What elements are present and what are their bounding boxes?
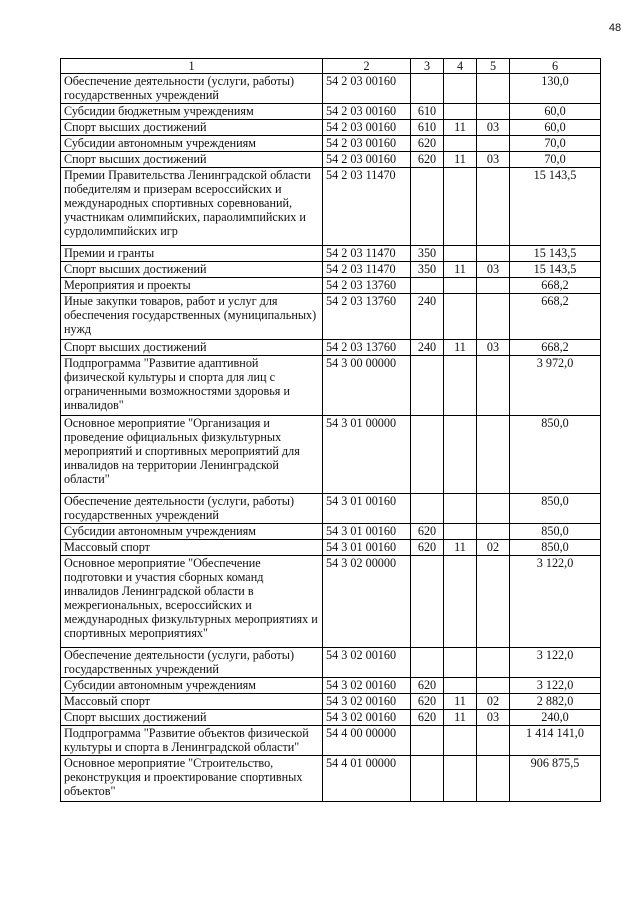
row-amount: 906 875,5 <box>510 756 601 802</box>
row-col-5 <box>477 74 510 104</box>
budget-table <box>60 58 601 802</box>
row-code: 54 2 03 00160 <box>323 74 411 104</box>
row-code: 54 3 01 00000 <box>323 416 411 494</box>
table-row <box>61 694 601 710</box>
table-row <box>61 726 601 756</box>
table-row <box>61 540 601 556</box>
row-name: Субсидии автономным учреждениям <box>61 678 323 694</box>
row-col-3 <box>411 756 444 802</box>
row-col-4: 11 <box>444 694 477 710</box>
row-col-5 <box>477 524 510 540</box>
row-col-5: 02 <box>477 694 510 710</box>
header-col-4: 4 <box>444 59 477 74</box>
header-col-6: 6 <box>510 59 601 74</box>
row-amount: 850,0 <box>510 494 601 524</box>
row-col-5 <box>477 756 510 802</box>
header-col-5: 5 <box>477 59 510 74</box>
row-code: 54 2 03 00160 <box>323 120 411 136</box>
row-col-3: 240 <box>411 340 444 356</box>
row-name: Субсидии автономным учреждениям <box>61 524 323 540</box>
row-col-4: 11 <box>444 262 477 278</box>
row-col-4 <box>444 678 477 694</box>
row-code: 54 2 03 13760 <box>323 278 411 294</box>
row-col-5: 03 <box>477 120 510 136</box>
row-col-3 <box>411 168 444 246</box>
row-code: 54 3 02 00160 <box>323 710 411 726</box>
row-name: Мероприятия и проекты <box>61 278 323 294</box>
table-row <box>61 556 601 648</box>
row-code: 54 2 03 13760 <box>323 340 411 356</box>
row-col-3: 620 <box>411 710 444 726</box>
row-name: Подпрограмма "Развитие адаптивной физической культуры и спорта для лиц с ограниченными возможностями здоровья и инвалидов" <box>61 356 323 416</box>
row-code: 54 2 03 11470 <box>323 262 411 278</box>
row-name: Премии и гранты <box>61 246 323 262</box>
row-name: Основное мероприятие "Организация и проведение официальных физкультурных мероприятий и спортивных мероприятий для инвалидов на территории Ленинградской области" <box>61 416 323 494</box>
row-amount: 668,2 <box>510 294 601 340</box>
row-name: Обеспечение деятельности (услуги, работы) государственных учреждений <box>61 74 323 104</box>
table-row <box>61 678 601 694</box>
table-row <box>61 648 601 678</box>
row-name: Спорт высших достижений <box>61 340 323 356</box>
row-col-5 <box>477 556 510 648</box>
row-col-4 <box>444 726 477 756</box>
row-col-5 <box>477 416 510 494</box>
row-name: Подпрограмма "Развитие объектов физической культуры и спорта в Ленинградской области" <box>61 726 323 756</box>
row-col-3 <box>411 726 444 756</box>
row-amount: 60,0 <box>510 104 601 120</box>
row-name: Субсидии автономным учреждениям <box>61 136 323 152</box>
row-code: 54 2 03 13760 <box>323 294 411 340</box>
row-amount: 130,0 <box>510 74 601 104</box>
table-row <box>61 494 601 524</box>
row-col-3 <box>411 556 444 648</box>
row-col-3: 620 <box>411 540 444 556</box>
row-code: 54 3 02 00160 <box>323 678 411 694</box>
header-col-2: 2 <box>323 59 411 74</box>
row-col-4: 11 <box>444 152 477 168</box>
row-col-5 <box>477 356 510 416</box>
row-col-5: 03 <box>477 152 510 168</box>
row-col-3: 350 <box>411 262 444 278</box>
row-col-3 <box>411 648 444 678</box>
row-col-3 <box>411 494 444 524</box>
row-amount: 1 414 141,0 <box>510 726 601 756</box>
row-col-5 <box>477 278 510 294</box>
row-name: Спорт высших достижений <box>61 120 323 136</box>
page-number: 48 <box>608 22 622 34</box>
table-row <box>61 756 601 802</box>
row-col-5 <box>477 168 510 246</box>
row-col-3: 610 <box>411 120 444 136</box>
row-name: Спорт высших достижений <box>61 262 323 278</box>
row-col-3: 610 <box>411 104 444 120</box>
row-amount: 2 882,0 <box>510 694 601 710</box>
row-col-3: 620 <box>411 136 444 152</box>
row-amount: 668,2 <box>510 278 601 294</box>
row-col-4 <box>444 556 477 648</box>
row-col-4 <box>444 524 477 540</box>
table-row <box>61 294 601 340</box>
row-amount: 668,2 <box>510 340 601 356</box>
row-code: 54 2 03 11470 <box>323 246 411 262</box>
row-amount: 850,0 <box>510 524 601 540</box>
row-col-3 <box>411 278 444 294</box>
table-row <box>61 120 601 136</box>
row-col-3: 620 <box>411 152 444 168</box>
row-col-4 <box>444 494 477 524</box>
row-col-3 <box>411 416 444 494</box>
row-name: Иные закупки товаров, работ и услуг для обеспечения государственных (муниципальных) нужд <box>61 294 323 340</box>
table-row <box>61 246 601 262</box>
row-col-5 <box>477 678 510 694</box>
row-col-3 <box>411 356 444 416</box>
row-code: 54 2 03 11470 <box>323 168 411 246</box>
row-col-4: 11 <box>444 340 477 356</box>
row-col-3: 350 <box>411 246 444 262</box>
row-col-5: 03 <box>477 340 510 356</box>
row-col-4 <box>444 168 477 246</box>
row-amount: 3 122,0 <box>510 648 601 678</box>
row-amount: 70,0 <box>510 152 601 168</box>
row-name: Спорт высших достижений <box>61 152 323 168</box>
row-name: Премии Правительства Ленинградской области победителям и призерам всероссийских и международных спортивных соревнований, участникам олимпийских, параолимпийских и сурдолимпийских игр <box>61 168 323 246</box>
row-col-5: 02 <box>477 540 510 556</box>
row-amount: 15 143,5 <box>510 262 601 278</box>
row-amount: 15 143,5 <box>510 246 601 262</box>
row-code: 54 3 01 00160 <box>323 540 411 556</box>
row-name: Обеспечение деятельности (услуги, работы) государственных учреждений <box>61 648 323 678</box>
row-amount: 240,0 <box>510 710 601 726</box>
row-name: Спорт высших достижений <box>61 710 323 726</box>
table-row <box>61 278 601 294</box>
row-col-4: 11 <box>444 710 477 726</box>
row-name: Основное мероприятие "Обеспечение подготовки и участия сборных команд инвалидов Ленинградской области в межрегиональных, всероссийских и международных физкультурных мероприятиях и спортивных мероприятиях" <box>61 556 323 648</box>
table-row <box>61 524 601 540</box>
row-name: Субсидии бюджетным учреждениям <box>61 104 323 120</box>
row-col-5 <box>477 726 510 756</box>
header-col-3: 3 <box>411 59 444 74</box>
row-col-5: 03 <box>477 262 510 278</box>
row-col-4: 11 <box>444 540 477 556</box>
row-col-3: 240 <box>411 294 444 340</box>
row-amount: 15 143,5 <box>510 168 601 246</box>
row-code: 54 4 01 00000 <box>323 756 411 802</box>
row-col-4 <box>444 416 477 494</box>
row-amount: 850,0 <box>510 416 601 494</box>
row-code: 54 3 01 00160 <box>323 494 411 524</box>
row-amount: 3 122,0 <box>510 556 601 648</box>
table-row <box>61 262 601 278</box>
table-row <box>61 168 601 246</box>
row-code: 54 3 02 00000 <box>323 556 411 648</box>
row-amount: 850,0 <box>510 540 601 556</box>
row-code: 54 2 03 00160 <box>323 136 411 152</box>
row-col-4 <box>444 246 477 262</box>
header-row <box>61 59 601 74</box>
row-col-4 <box>444 648 477 678</box>
row-code: 54 3 02 00160 <box>323 648 411 678</box>
row-col-3 <box>411 74 444 104</box>
row-code: 54 2 03 00160 <box>323 104 411 120</box>
row-amount: 60,0 <box>510 120 601 136</box>
row-amount: 3 122,0 <box>510 678 601 694</box>
row-col-4 <box>444 136 477 152</box>
row-amount: 70,0 <box>510 136 601 152</box>
row-name: Обеспечение деятельности (услуги, работы) государственных учреждений <box>61 494 323 524</box>
table-row <box>61 152 601 168</box>
row-col-3: 620 <box>411 694 444 710</box>
row-code: 54 3 01 00160 <box>323 524 411 540</box>
row-col-4 <box>444 756 477 802</box>
table-row <box>61 136 601 152</box>
row-code: 54 4 00 00000 <box>323 726 411 756</box>
row-col-3: 620 <box>411 678 444 694</box>
row-name: Массовый спорт <box>61 540 323 556</box>
row-col-4 <box>444 294 477 340</box>
row-col-5 <box>477 104 510 120</box>
row-col-4: 11 <box>444 120 477 136</box>
row-col-4 <box>444 278 477 294</box>
row-col-5 <box>477 136 510 152</box>
row-col-5 <box>477 494 510 524</box>
row-code: 54 3 02 00160 <box>323 694 411 710</box>
row-code: 54 2 03 00160 <box>323 152 411 168</box>
row-col-5 <box>477 648 510 678</box>
table-row <box>61 74 601 104</box>
row-col-5 <box>477 246 510 262</box>
row-col-5: 03 <box>477 710 510 726</box>
row-name: Массовый спорт <box>61 694 323 710</box>
row-name: Основное мероприятие "Строительство, реконструкция и проектирование спортивных объектов" <box>61 756 323 802</box>
row-col-3: 620 <box>411 524 444 540</box>
row-col-4 <box>444 104 477 120</box>
row-col-4 <box>444 74 477 104</box>
header-col-1: 1 <box>61 59 323 74</box>
row-code: 54 3 00 00000 <box>323 356 411 416</box>
row-col-5 <box>477 294 510 340</box>
table-row <box>61 104 601 120</box>
row-amount: 3 972,0 <box>510 356 601 416</box>
table-row <box>61 710 601 726</box>
table-row <box>61 356 601 416</box>
table-row <box>61 340 601 356</box>
row-col-4 <box>444 356 477 416</box>
table-row <box>61 416 601 494</box>
